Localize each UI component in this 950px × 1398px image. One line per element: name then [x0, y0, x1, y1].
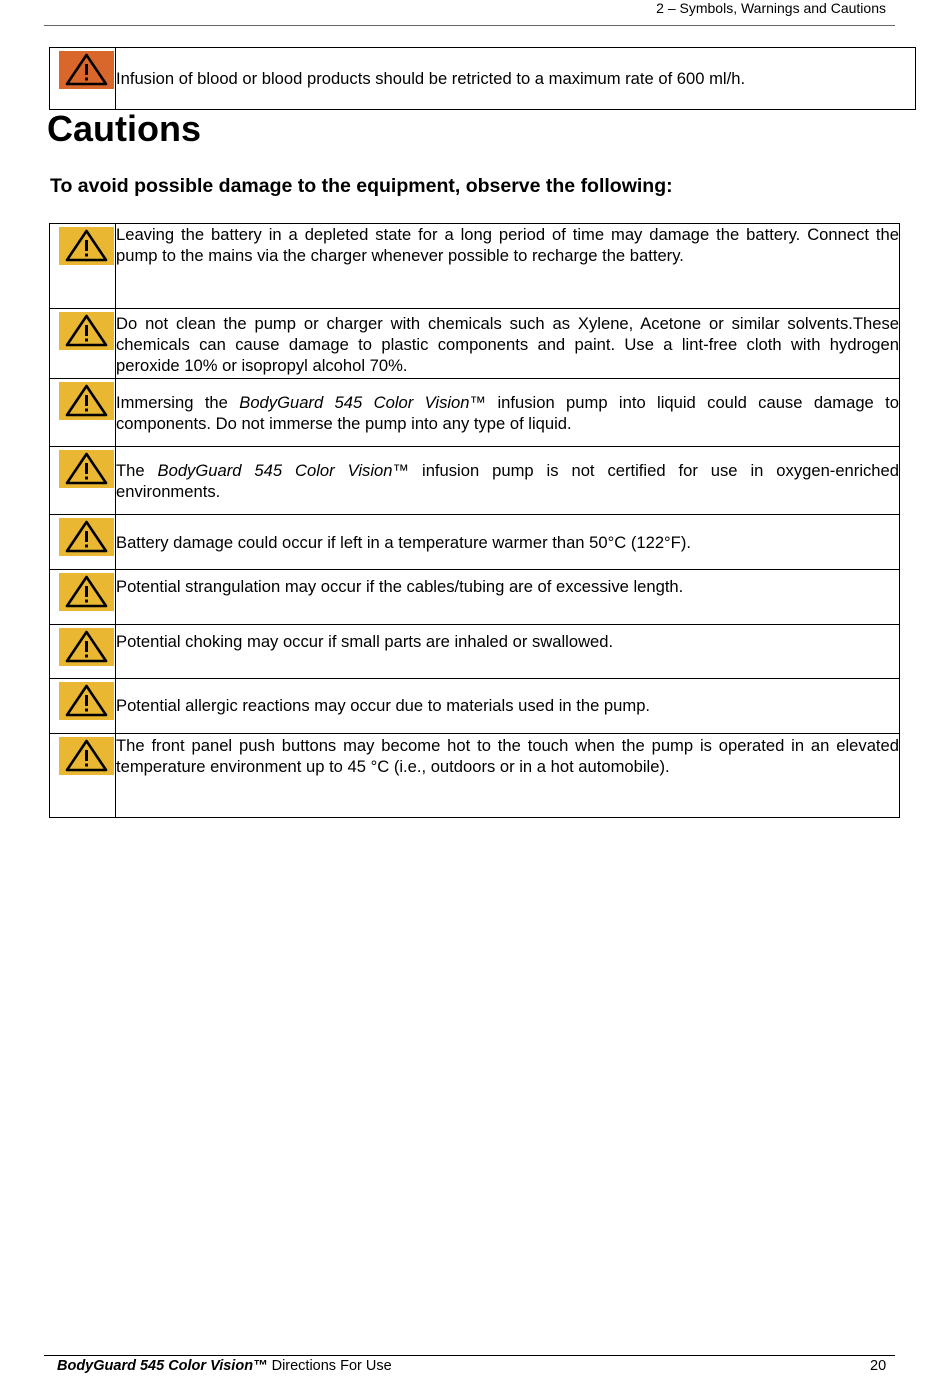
- footer-doc-title: [57, 1358, 392, 1374]
- warning-icon-cell: [50, 48, 116, 110]
- caution-triangle-icon: [59, 573, 114, 611]
- caution-triangle-icon: [59, 682, 114, 720]
- caution-row: [50, 570, 900, 625]
- caution-triangle-icon: [59, 227, 114, 265]
- footer-doc: Directions For Use: [267, 1358, 392, 1374]
- caution-triangle-icon: [59, 312, 114, 350]
- caution-row: [50, 625, 900, 679]
- caution-text: Potential choking may occur if small parts are inhaled or swallowed.: [116, 625, 900, 679]
- caution-row: [50, 515, 900, 570]
- caution-triangle-icon: [59, 628, 114, 666]
- caution-row: [50, 224, 900, 309]
- section-intro: To avoid possible damage to the equipment, observe the following:: [50, 175, 673, 197]
- caution-text: Battery damage could occur if left in a temperature warmer than 50°C (122°F).: [116, 515, 900, 570]
- caution-text: Immersing the BodyGuard 545 Color Vision™ infusion pump into liquid could cause damage to components. Do not immerse the pump into any type of liquid.: [116, 379, 900, 447]
- caution-triangle-icon: [59, 450, 114, 488]
- caution-row: [50, 379, 900, 447]
- running-header: 2 – Symbols, Warnings and Cautions: [656, 0, 886, 16]
- caution-row: [50, 734, 900, 818]
- header-rule: [44, 25, 895, 26]
- warning-triangle-icon: [59, 51, 114, 89]
- product-name: BodyGuard 545 Color Vision: [239, 393, 470, 412]
- caution-triangle-icon: [59, 382, 114, 420]
- cautions-table: [49, 223, 900, 818]
- warning-row: [50, 48, 916, 110]
- caution-row: [50, 447, 900, 515]
- warning-text: Infusion of blood or blood products should be retricted to a maximum rate of 600 ml/h.: [116, 48, 916, 110]
- caution-text: The front panel push buttons may become hot to the touch when the pump is operated in an elevated temperature environment up to 45 °C (i.e., outdoors or in a hot automobile).: [116, 734, 900, 818]
- caution-text: Potential allergic reactions may occur due to materials used in the pump.: [116, 679, 900, 734]
- caution-triangle-icon: [59, 737, 114, 775]
- section-title: Cautions: [47, 108, 202, 149]
- caution-row: [50, 309, 900, 379]
- caution-text: Do not clean the pump or charger with chemicals such as Xylene, Acetone or similar solvents.These chemicals can cause damage to plastic components and paint. Use a lint-free cloth with hydrogen peroxide 10% or isopropyl alcohol 70%.: [116, 309, 900, 379]
- product-name: BodyGuard 545 Color Vision: [157, 461, 393, 480]
- footer-rule: [44, 1355, 895, 1356]
- caution-row: [50, 679, 900, 734]
- page-number: 20: [870, 1358, 887, 1374]
- footer-product: BodyGuard 545 Color Vision™: [57, 1358, 268, 1374]
- caution-text: Leaving the battery in a depleted state for a long period of time may damage the battery. Connect the pump to the mains via the charger whenever possible to recharge the battery.: [116, 224, 900, 309]
- warning-table: [49, 47, 916, 110]
- caution-text: The BodyGuard 545 Color Vision™ infusion pump is not certified for use in oxygen-enriched environments.: [116, 447, 900, 515]
- caution-text: Potential strangulation may occur if the cables/tubing are of excessive length.: [116, 570, 900, 625]
- caution-triangle-icon: [59, 518, 114, 556]
